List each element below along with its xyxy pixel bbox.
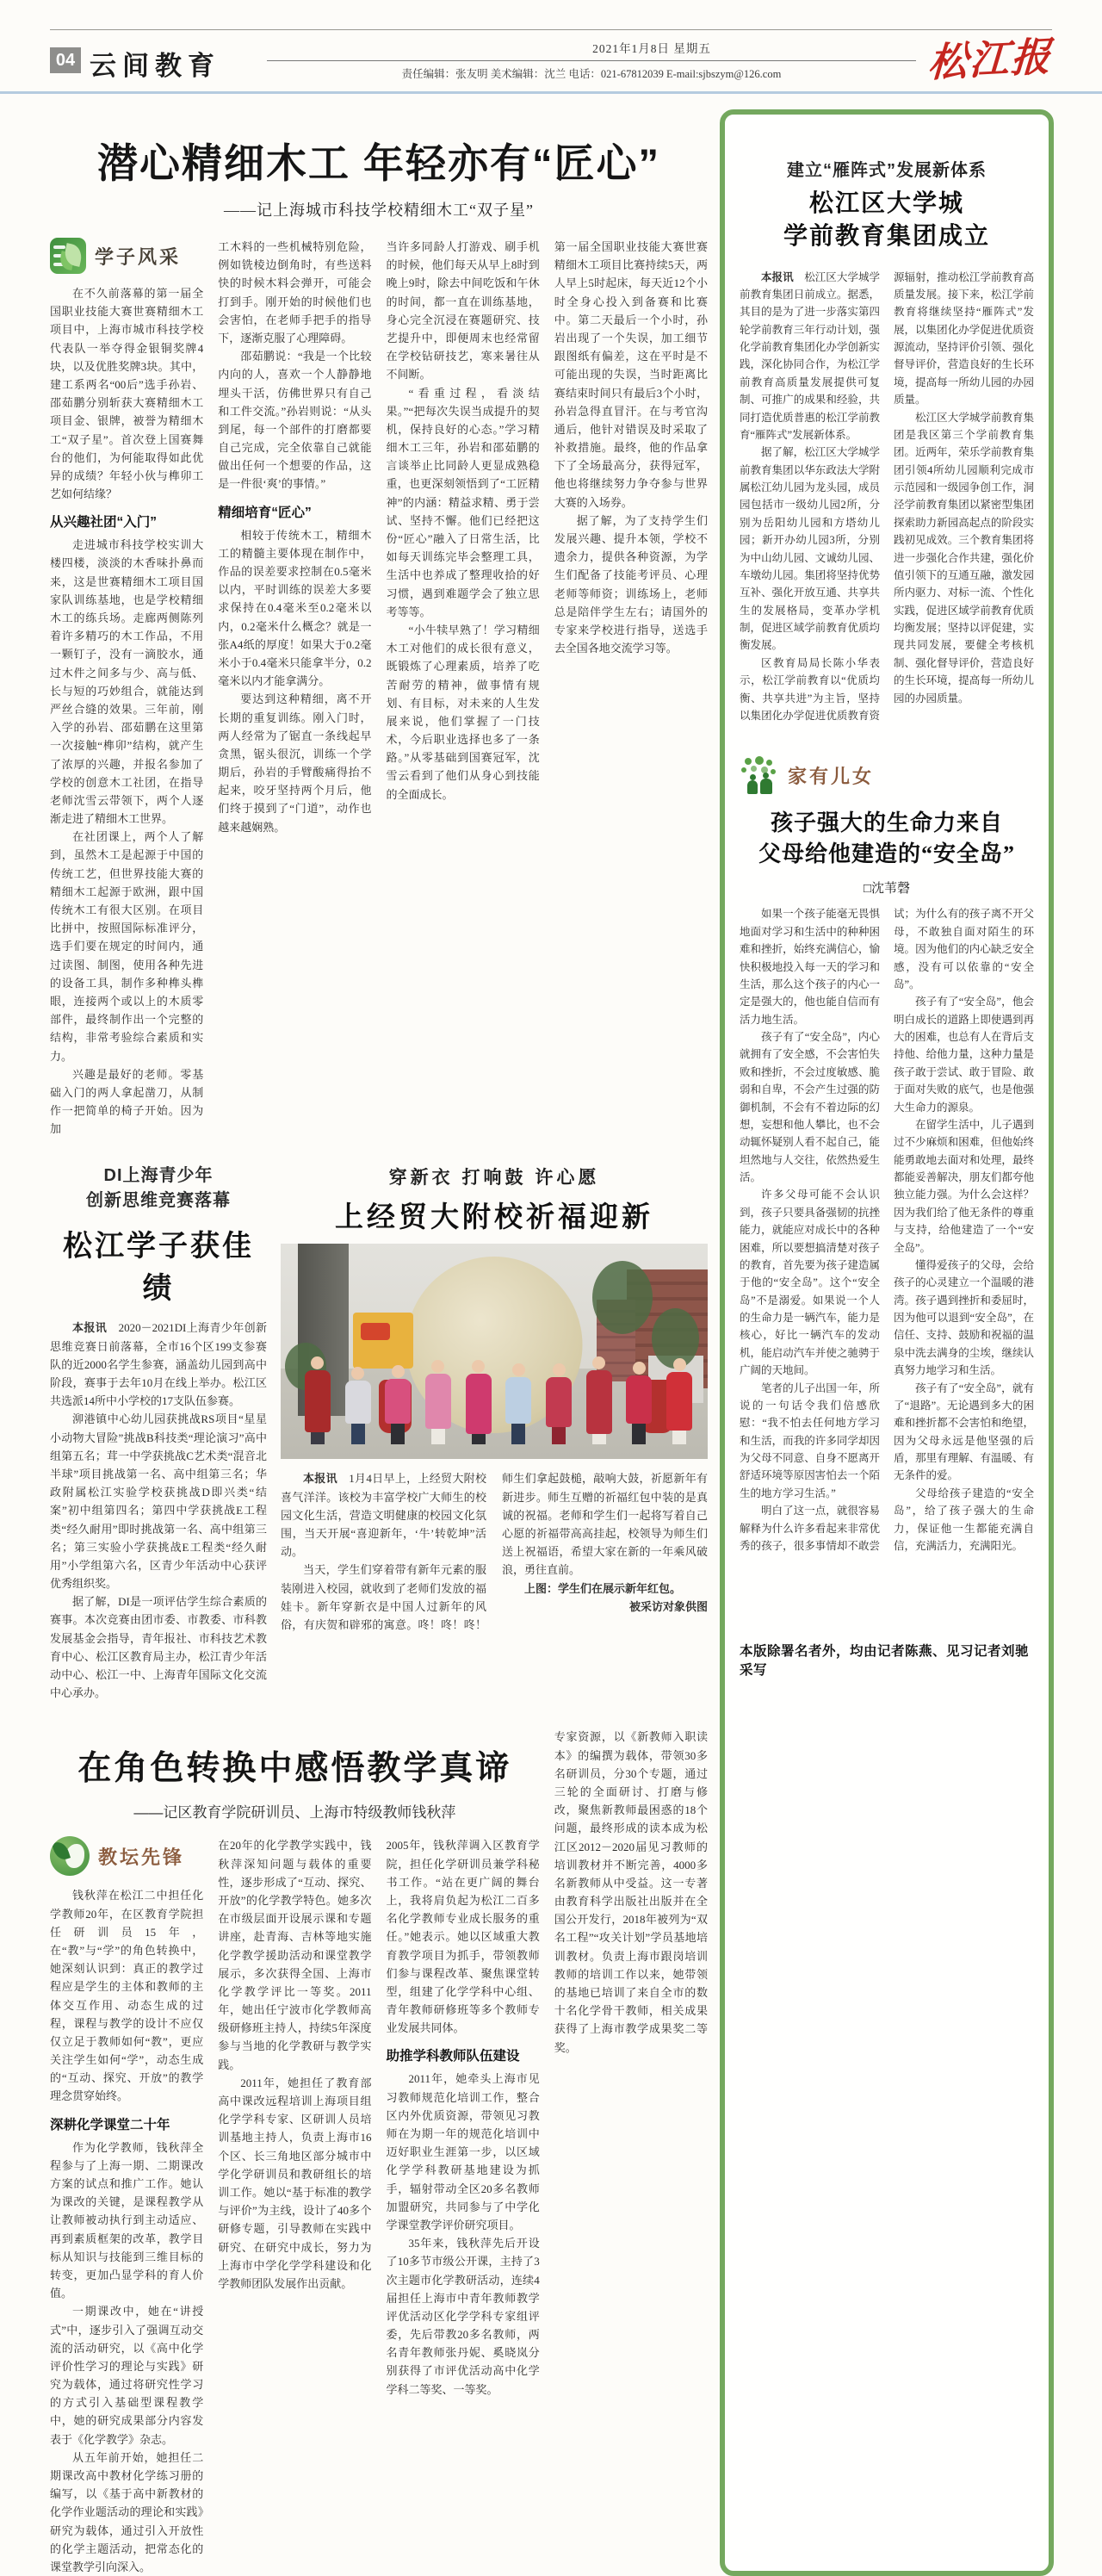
family-kids-badge	[740, 756, 1034, 796]
header-meta	[232, 37, 916, 81]
sidebar-green-box	[720, 109, 1054, 2576]
header-divider	[267, 60, 916, 61]
article-di-contest	[50, 1164, 267, 1702]
child-figure	[623, 1362, 654, 1444]
child-figure	[543, 1363, 574, 1444]
main-col-2	[218, 238, 371, 1138]
paragraph: 许多父母可能不会认识到，孩子只要具备强韧的抗挫能力，就能应对成长中的各种困难，所以要想搞清楚对孩子的教育，首先要为孩子建造属于他的“安全岛”。这个“安全岛”不是溺爱。如果说一个人的生命力是一辆汽车，能力是核心，好比一辆汽车的发动机，能启动汽车并使之驰骋于广阔的天地间。	[740, 1189, 880, 1377]
paragraph: 本报讯 1月4日早上，上经贸大附校喜气洋洋。该校为丰富学校广大师生的校园文化生活，营造文明健康的校园文化氛围，当天开展“喜迎新年，‘牛’转乾坤”活动。	[281, 1472, 486, 1559]
child-figure	[343, 1367, 374, 1444]
paragraph: 孩子有了“安全岛”，内心就拥有了安全感，不会害怕失败和挫折，不会过度敏感、脆弱和自卑，不会产生过强的防御机制，不会有不着边际的幻想，妄想和他人攀比，也不会动辄怀疑别人看不起自己，能坦然地与人交往，依然热爱生活。	[740, 1031, 880, 1183]
paragraph: 据了解，DI是一项评估学生综合素质的赛事。本次竞赛由团市委、市教委、市科教发展基金会指导，青年报社、市科技艺术教育中心、松江区教育局主办，松江青少年活动中心、松江一中、上海青年国际文化交流中心承办。	[50, 1595, 267, 1700]
photo-children-row	[302, 1356, 695, 1444]
sidebar-article2-body	[740, 905, 1034, 1620]
paragraph: 35年来，钱秋萍先后开设了10多节市级公开课，主持了3次主题市化学教研活动，连续4届担任上海市中青年教师教学评优活动区化学学科专家组评委，先后带教20多名教师，两名青年教师张丹妮、奚晓岚分别获得了市评优活动高中化学学科二等奖、一等奖。	[386, 2237, 540, 2396]
sidebar-kicker: 建立“雁阵式”发展新体系	[787, 161, 987, 180]
bottom-col1-text	[50, 1886, 203, 2576]
paragraph: 明白了这一点，就很容易解释为什么许多看起来非常优秀的孩子，很多事情却不敢尝试；为什么有的孩子离不开父母，不敢独自面对陌生的环境。因为他们的内心缺乏安全感，没有可以依靠的“安全岛”。	[740, 908, 1034, 1552]
article-kindergarten-group	[740, 156, 1034, 734]
main-col-3	[387, 238, 540, 1138]
leaf-profile-icon	[50, 1836, 90, 1876]
paragraph: 2005年，钱秋萍调入区教育学院，担任化学研训员兼学科秘书工作。“站在更广阔的舞台上，我将肩负起为松江二百多名化学教师专业成长服务的重任。”她表示。她以区域重大教育教学项目为抓手，带领教师们参与课程改革、聚焦课堂转型，组建了化学学科中心组、青年教师研修班等多个教师专业发展共同体。	[386, 1839, 540, 2035]
sub-headline: 从兴趣社团“入门”	[50, 515, 158, 531]
bottom-col-2	[218, 1836, 371, 2576]
page-number-badge: 04	[50, 47, 81, 73]
sidebar-article1-body	[740, 269, 1034, 734]
news-photo	[281, 1244, 708, 1459]
paragraph: 2011年，她担任了教育部高中课改远程培训上海项目组化学学科专家、区研训人员培训基地主持人，负责上海市16个区、长三角地区部分城市中学化学研训员和教研组长的培训工作。她以“基于标准的教学与评价”为主线，设计了40多个研修专题，引导教师在实践中研究、在研究中成长，努力为上海市中学化学学科建设和化学教师团队发展作出贡献。	[218, 2076, 372, 2290]
paragraph: 要达到这种精细，离不开长期的重复训练。刚入门时，两人经常为了锯直一条线起早贪黑，锯头很沉，训练一个学期后，孙岩的手臂酸痛得抬不起来，咬牙坚持两个月后，他们终于摸到了“门道”，动作也越来越娴熟。	[218, 692, 372, 834]
byline: □沈苇磬	[863, 881, 911, 897]
paragraph: 父母给孩子建造的“安全岛”，给了孩子强大的生命力，保证他一生都能充满自信，充满活力，充满阳光。	[894, 1487, 1034, 1552]
leaf-badge-icon	[50, 238, 86, 274]
paragraph: “看重过程，看淡结果。”“把每次失误当成提升的契机，保持良好的心态。”学习精细木工三年，孙岩和邵茹鹏的言谈举止比同龄人更显成熟稳重，也更深刻领悟到了“工匠精神”的内涵：精益求精、勇于尝试、坚持不懈。他们已经把这份“匠心”融入了日常生活，比如每天训练完毕会整理工具，生活中也养成了整理收拾的好习惯，遇到难题学会了独立思考等等。	[386, 386, 540, 618]
paragraph: 据了解，为了支持学生们发展兴趣、提升本领，学校不遗余力，提供各种资源，为学生们配备了技能考评员、心理老师等师资；训练场上，老师总是陪伴学生左右；请国外的专家来学校进行指导，送选手去全国各地交流学习等。	[554, 513, 708, 655]
main-col-1	[50, 238, 203, 1138]
paragraph: 笔者的儿子出国一年，所说的一句话令我们倍感欣慰：“我不怕去任何地方学习和生活，而我的许多同学却因为父母不同意、自身不愿离开舒适环境等原因害怕去一个陌生的地方学习生活。”	[740, 1381, 880, 1499]
left-zone	[50, 109, 708, 2576]
di-headline: 松江学子获佳绩	[63, 1231, 254, 1306]
paragraph: 兴趣是最好的老师。零基础入门的两人拿起凿刀，从制作一把简单的椅子开始。因为加	[50, 1067, 204, 1136]
di-body	[50, 1319, 267, 1702]
di-kicker: DI上海青少年 创新思维竞赛落幕	[86, 1166, 231, 1211]
page-header	[50, 34, 1054, 85]
photo-kicker: 穿新衣 打响鼓 许心愿	[388, 1168, 600, 1189]
photo-credit: 被采访对象供图	[628, 1599, 708, 1613]
student-style-badge	[50, 238, 203, 274]
paragraph: 孩子有了“安全岛”，他会明白成长的道路上即使遇到再大的困难，也总有人在背后支持他、给他力量，这种力量是孩子敢于尝试、敢于冒险、敢于面对失败的底气，也是他强大生命力的源泉。	[894, 996, 1034, 1114]
paragraph: “小牛犊早熟了！学习精细木工对他们的成长很有意义，既锻炼了心理素质，培养了吃苦耐劳的精神，做事情有规划、有目标，对未来的人生发展来说，他们掌握了一门技术，今后职业选择也多了一条路。”从零基础到国赛冠军，沈雪云看到了他们从身心到技能的全面成长。	[386, 623, 540, 801]
sub-headline: 助推学科教师队伍建设	[386, 2049, 520, 2064]
second-row	[50, 1164, 708, 1702]
paragraph: 第一届全国职业技能大赛世赛精细木工项目比赛持续5天，两人早上5时起床，每天近12个小时全身心投入到备赛和比赛中。第二天最后一个小时，孙岩出现了一个失误，加工细节跟图纸有偏差，这在平时是不可能出现的失误，当时距离比赛结束时间只有最后3个小时，孙岩急得直冒汗。在与考官沟通后，他针对错误及时采取了补救措施。最终，他的作品拿下了全场最高分，获得冠军，他也将继续努力争夺参与世界大赛的入场券。	[554, 240, 708, 509]
paragraph: 本报讯 2020－2021DI上海青少年创新思维竞赛日前落幕，全市16个区199支参赛队的近2000名学生参赛，涵盖幼儿园到高中阶段，赛事于去年10月在线上举办。松江区共选派14所中小学校的17支队伍参赛。	[50, 1321, 267, 1408]
paragraph: 区教育局局长陈小华表示，松江学前教育以“优质均衡、共享共进”为主旨，坚持以集团化办学促进优质教育资源辐射，推动松江学前教育高质量发展。接下来，松江学前教育将继续坚持“雁阵式”发展，以集团化办学促进优质资源流动，坚持评价引领、强化督导评价，营造良好的生长环境，提高每一所幼儿园的办园质量。	[740, 270, 1034, 722]
paragraph: 如果一个孩子能毫无畏惧地面对学习和生活中的种种困难和挫折，始终充满信心，愉快积极地投入每一天的学习和生活，那么这个孩子的内心一定是强大的，他也能自信而有活力地生活。	[740, 908, 880, 1026]
badge-label: 学子风采	[95, 245, 182, 268]
teaching-pioneer-badge	[50, 1836, 203, 1876]
paragraph: 据了解，松江区大学城学前教育集团以华东政法大学附属松江幼儿园为龙头园，成员园包括市一级幼儿园2所，分别为岳阳幼儿园和方塔幼儿园；新开办幼儿园3所，分别为中山幼儿园、文诚幼儿园、车墩幼儿园。集团将坚持优势互补、强化开放互通、共享共生的发展格局，变革办学机制，促进区域学前教育优质均衡发展。	[740, 446, 880, 652]
newspaper-masthead: 松江报	[926, 34, 1054, 85]
page-content	[50, 109, 1054, 2576]
paragraph: 泖港镇中心幼儿园获挑战RS项目“星星小动物大冒险”挑战B科技类“理论演习”高中组第五名；茸一中学获挑战C艺术类“混音北半球”项目挑战第一名、高中组第三名；华政附属松江实验学校获挑战D即兴类“结案”初中组第四名；第四中学获挑战E工程类“经久耐用”即时挑战第一名、高中组第三名；第三实验小学获挑战E工程类“经久耐用”小学组第六名，区青少年活动中心获评优秀组织奖。	[50, 1412, 267, 1591]
header-blue-rule	[0, 91, 1102, 94]
bottom-col-3	[387, 1836, 540, 2576]
paragraph: 在社团课上，两个人了解到，虽然木工是起源于中国的传统工艺，但世界技能大赛的精细木工起源于欧洲，跟中国传统木工有很大区别。在项目比拼中，按照国际标准评分，选手们要在规定的时间内，通过读图、制图，使用各种先进的设备工具，制作多种榫头榫眼，连接两个或以上的木质零部件，最终制作出一个完整的结构，非常考验综合素质和实力。	[50, 830, 204, 1063]
date-line: 2021年1月8日 星期五	[592, 42, 711, 55]
paragraph: 当天，学生们穿着带有新年元素的服装刚进入校园，就收到了老师们发放的福娃卡。新年穿新衣是中国人过新年的风俗，有庆贺和辟邪的寓意。咚！咚！咚！师生们拿起鼓槌，敲响大鼓，祈愿新年有新进步。师生互赠的祈福红包中装的是真诚的祝福。老师和学生们一起将写着自己心愿的祈福带高高挂起，校领导为师生们送上祝福语，希望大家在新的一年乘风破浪，勇往直前。	[281, 1472, 708, 1631]
paragraph: 松江区大学城学前教育集团是我区第三个学前教育集团。近两年，荣乐学前教育集团引领4所幼儿园顺利完成市示范园和一级园争创工作，洞泾学前教育集团以紧密型集团探索助力新园高起点的阶段实践初见成效。三个教育集团将进一步强化合作共建，强化价值引领下的互通互融，激发园所内驱力、对标一流、个性化实践，促进区域学前教育优质均衡发展；坚持以评促建，实现共同发展，要健全考核机制、强化督导评价，营造良好的生长环境，提高每一所幼儿园的办园质量。	[894, 411, 1034, 705]
main-headline: 潜心精细木工 年轻亦有“匠心”	[96, 140, 661, 186]
dots-family-icon	[740, 756, 779, 796]
child-figure	[423, 1360, 454, 1444]
child-figure	[302, 1356, 333, 1444]
page-credit-footer: 本版除署名者外，均由记者陈燕、见习记者刘驰采写	[740, 1644, 1030, 1679]
child-figure	[503, 1363, 534, 1444]
sub-headline: 深耕化学课堂二十年	[50, 2117, 170, 2132]
bottom-right-column	[554, 1728, 708, 2576]
article-teacher-qian	[50, 1728, 708, 2576]
badge-label: 家有儿女	[788, 766, 875, 788]
paragraph: 当许多同龄人打游戏、刷手机的时候，他们每天从早上8时到晚上9时，除去中间吃饭和午休的时间，都一直在训练基地，身心完全沉浸在赛题研究、技艺提升中，即便周末也经常留在学校钻研技艺，寒来暑往从不间断。	[386, 240, 540, 382]
photo-tree	[592, 1261, 653, 1334]
photo-caption: 上图：学生们在展示新年红包。	[524, 1581, 682, 1595]
paragraph: 工木料的一些机械特别危险，例如铣棱边倒角时，有些送料快的时候木料会弹开，可能会打到手。刚开始的时候他们也会害怕，在老师手把手的指导下，逐渐克服了心理障碍。	[218, 240, 372, 345]
paragraph: 在不久前落幕的第一届全国职业技能大赛世赛精细木工项目中，上海市城市科技学校代表队一举夺得金银铜奖牌4块，以及优胜奖牌3块。其中，建工系两名“00后”选手孙岩、邵茹鹏分别斩获大赛精细木工项目金、银牌，被誉为精细木工“双子星”。首次登上国赛舞台的他们，为何能取得如此优异的成绩？年轻小伙与榫卯工艺如何结缘？	[50, 287, 204, 501]
child-figure	[463, 1360, 494, 1444]
editors-line: 责任编辑：张友明 美术编辑：沈兰 电话：021-67812039 E-mail:sjbszym@126.com	[401, 68, 782, 80]
bottom-col-1	[50, 1836, 203, 2576]
main-article-body	[50, 238, 708, 1138]
paragraph: 从五年前开始，她担任二期课改高中教材化学练习册的编写，以《基于高中新教材的化学作业题活动的理论和实践》研究为载体，通过引入开放性的化学主题活动，把常态化的课堂教学引向深入。	[50, 2450, 204, 2573]
paragraph: 作为化学教师，钱秋萍全程参与了上海一期、二期课改方案的试点和推广工作。她认为课改的关键，是课程教学从让教师被动执行到主动适应、再到素质框架的改革，教学目标从知识与技能到三维目标的转变，更加凸显学科的育人价值。	[50, 2140, 204, 2300]
paragraph: 邵茹鹏说：“我是一个比较内向的人，喜欢一个人静静地埋头干活，仿佛世界只有自己和工件交流。”孙岩则说：“从头到尾，每一个部件的打磨都要自己完成，完全依靠自己就能做出任何一个想要的作品，这是一件很‘爽’的事情。”	[218, 350, 372, 491]
paragraph: 2011年，她牵头上海市见习教师规范化培训工作，整合区内外优质资源，带领见习教师在为期一年的规范化培训中迈好职业生涯第一步，以区域化学学科教研基地建设为抓手，辐射带动全区20多名教师加盟研究，共同参与了中学化学课堂教学评价研究项目。	[386, 2072, 540, 2231]
paragraph: 钱秋萍在松江二中担任化学教师20年，在区教育学院担任研训员15年，在“教”与“学”的角色转换中，她深刻认识到：真正的教学过程应是学生的主体和教师的主体交互作用、动态生成的过程，课程与教学的设计不应仅仅立足于教师如何“教”，更应关注学生如何“学”，动态生成的“互动、探究、开放”的教学理念贯穿始终。	[50, 1889, 204, 2103]
child-figure	[664, 1358, 695, 1444]
child-figure	[584, 1356, 615, 1444]
bottom-headline-block	[50, 1728, 540, 1822]
child-figure	[382, 1365, 413, 1444]
main-subtitle: ——记上海城市科技学校精细木工“双子星”	[224, 202, 534, 219]
paragraph: 孩子有了“安全岛”，就有了“退路”。无论遇到多大的困难和挫折都不会害怕和绝望，因为父母永远是他坚强的后盾，那里有理解、有温暖、有无条件的爱。	[894, 1381, 1034, 1482]
badge-label: 教坛先锋	[98, 1846, 185, 1868]
article-safe-island	[740, 756, 1034, 1621]
sub-headline: 精细培育“匠心”	[218, 505, 312, 520]
main-col1-text	[50, 284, 203, 1138]
paragraph: 走进城市科技学校实训大楼四楼，淡淡的木香味扑鼻而来，这是世赛精细木工项目国家队训练基地，也是学校精细木工的练兵场。走廊两侧陈列着许多精巧的木工作品，不用一颗钉子，没有一滴胶水，通过木件之间多与少、高与低、长与短的巧妙组合，就能达到严丝合缝的效果。三年前，刚入学的孙岩、邵茹鹏在这里第一次接触“榫卯”结构，就产生了浓厚的兴趣，并报名参加了学校的创意木工社团，在指导老师沈雪云带领下，两个人逐渐走进了精细木工世界。	[50, 538, 204, 826]
bottom-headline: 在角色转换中感悟教学真谛	[77, 1750, 512, 1788]
paragraph: 在20年的化学教学实践中，钱秋萍深知问题与载体的重要性，逐步形成了“互动、探究、开放”的化学教学特色。她多次在市级层面开设展示课和专题讲座，赴青海、吉林等地实施化学教学援助活动和课堂教学展示，多次获得全国、上海市化学教学评比一等奖。2011年，她出任宁波市化学教师高级研修班主持人，持续5年深度参与当地的化学教研与教学实践。	[218, 1839, 372, 2071]
section-title: 云间教育	[90, 51, 220, 81]
article-new-year-photo	[281, 1164, 708, 1702]
sidebar-headline: 松江区大学城 学前教育集团成立	[783, 190, 990, 250]
header-top-rule	[50, 29, 1052, 30]
paragraph: 相较于传统木工，精细木工的精髓主要体现在制作中，作品的误差要求控制在0.5毫米以内，平时训练的误差大多要求保持在0.4毫米至0.2毫米以内，0.2毫米什么概念？就是一张A4纸的厚度！如果大于0.2毫米小于0.4毫米只能拿半分，0.2毫米以内才能拿满分。	[218, 528, 372, 688]
main-col-4	[554, 238, 708, 1138]
photo-article-text	[281, 1469, 708, 1634]
bottom-subtitle: ——记区教育学院研训员、上海市特级教师钱秋萍	[133, 1804, 456, 1822]
paragraph: 一期课改中，她在“讲授式”中，逐步引入了强调互动交流的活动研究，以《高中化学评价性学习的理论与实践》研究为载体，通过将研究性学习的方式引入基础型课程教学中，她的研究成果部分内容发表于《化学教学》杂志。	[50, 2305, 204, 2446]
article-fine-woodwork	[50, 132, 708, 1138]
paragraph: 懂得爱孩子的父母，会给孩子的心灵建立一个温暖的港湾。孩子遇到挫折和委屈时，因为他可以退到“安全岛”，在信任、支持、鼓励和祝福的温泉中洗去满身的尘埃，继续认真努力地学习和生活。	[894, 1258, 1034, 1377]
paragraph: 本报讯 松江区大学城学前教育集团日前成立。据悉，其目的是为了进一步落实第四轮学前教育三年行动计划，强化学前教育集团化办学创新实践，深化协同合作，为松江学前教育高质量发展提供可复制、可推广的成果和经验，共同打造优质普惠的松江学前教育“雁阵式”发展新体系。	[740, 270, 880, 441]
photo-headline: 上经贸大附校祈福迎新	[335, 1202, 653, 1234]
paragraph: 在留学生活中，儿子遇到过不少麻烦和困难，但他始终能勇敢地去面对和处理，最终都能妥善解决，朋友们都夸他独立能力强。为什么会这样？因为我们给了他无条件的尊重与支持，给他建造了一个“安全岛”。	[894, 1118, 1034, 1254]
paragraph: 专家资源，以《新教师入职读本》的编撰为载体，带领30多名研训员，分30个专题，通过三轮的全面研讨、打磨与修改，聚焦新教师最困惑的18个问题，最终形成的读本成为松江区2012－2020届见习教师的培训教材并不断完善，4000多名新教师从中受益。这一专著由教育科学出版社出版并在全国公开发行，2018年被列为“双名工程”“攻关计划”学员基地培训教材。负责上海市跟岗培训教师的培训工作以来，她带领的基地已培训了来自全市的数十名化学骨干教师，相关成果获得了上海市教学成果奖二等奖。	[554, 1730, 708, 2054]
safe-island-headline: 孩子强大的生命力来自 父母给他建造的“安全岛”	[758, 810, 1015, 866]
